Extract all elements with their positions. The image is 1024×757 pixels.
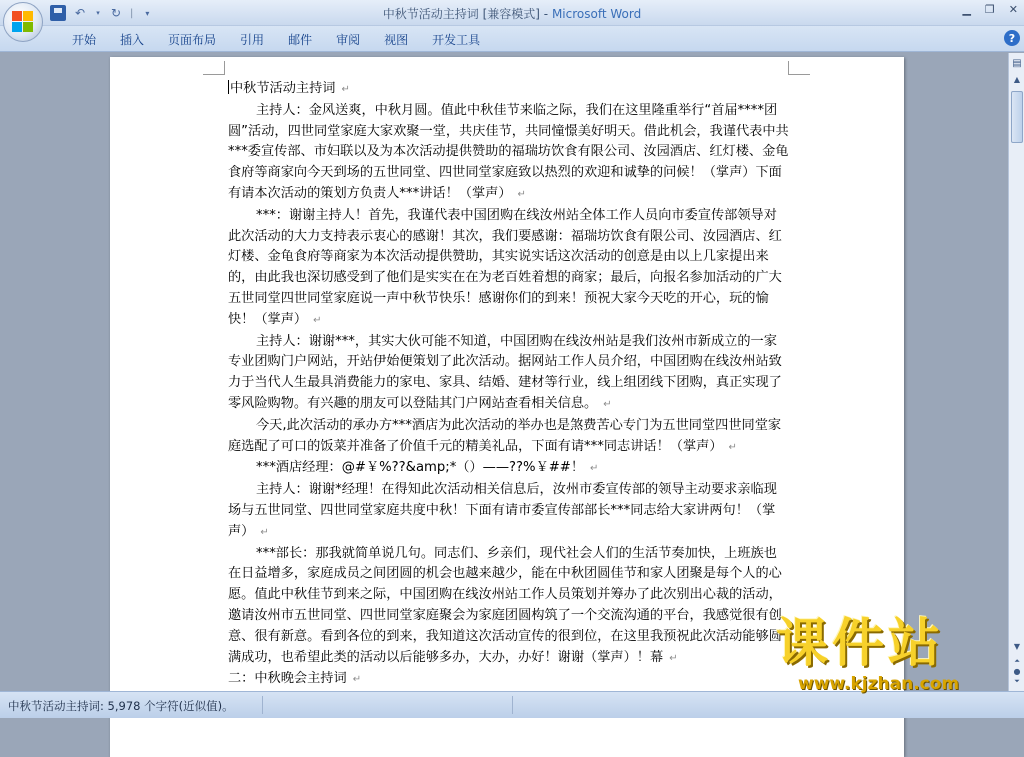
watermark-title: 课件站	[776, 614, 945, 674]
status-divider	[512, 696, 513, 714]
office-logo-icon	[12, 11, 34, 33]
document-paragraph[interactable]	[228, 458, 790, 480]
window-title	[0, 5, 1024, 22]
tab-developer[interactable]: 开发工具	[432, 33, 481, 47]
next-page-icon[interactable]: ⏷	[1014, 677, 1020, 685]
document-paragraph[interactable]	[228, 206, 790, 332]
customize-toolbar-icon[interactable]: ▾	[145, 8, 150, 18]
close-icon[interactable]: ✕	[1008, 3, 1018, 16]
paragraph-mark-icon: ↵	[728, 441, 737, 453]
scroll-up-icon[interactable]: ▲	[1013, 74, 1021, 84]
paragraph-mark-icon: ↵	[590, 463, 599, 475]
select-browse-object-icon[interactable]: ●	[1013, 667, 1021, 676]
chevron-down-icon[interactable]: ▾	[96, 9, 100, 17]
undo-icon[interactable]: ↶	[74, 6, 86, 20]
document-paragraph[interactable]	[228, 332, 790, 416]
tab-review[interactable]: 审阅	[336, 33, 361, 47]
crop-mark-top-left	[203, 61, 225, 75]
ruler-toggle-icon[interactable]: ▤	[1012, 57, 1022, 69]
office-button[interactable]	[3, 2, 43, 42]
document-paragraph[interactable]	[228, 480, 790, 543]
title-bar	[0, 0, 1024, 26]
tab-page-layout[interactable]: 页面布局	[168, 33, 217, 47]
paragraph-text: ***：谢谢主持人！首先，我谨代表中国团购在线汝州站全体工作人员向市委宣传部领导对此次活动的大力支持表示衷心的感谢！其次，我们要感谢：福瑞坊饮食有限公司、汝园酒店、红灯楼、金龟食府等商家为本次活动提供赞助，其实说实话这次活动的创意是由以上几家提出来的，由此我也深切感受到了他们是实实在在为老百姓着想的商家；最后，向报名参加活动的广大五世同堂四世同堂家庭说一声中秋节快乐！感谢你们的到来！预祝大家今天吃的开心，玩的愉快！（掌声）	[228, 207, 782, 327]
tab-insert[interactable]: 插入	[120, 33, 145, 47]
watermark-logo	[772, 614, 1012, 694]
status-word-count[interactable]: 中秋节活动主持词: 5,978 个字符(近似值)。	[8, 699, 234, 713]
document-body[interactable]	[228, 79, 790, 713]
document-paragraph[interactable]	[228, 79, 790, 101]
paragraph-mark-icon: ↵	[669, 652, 678, 664]
redo-icon[interactable]: ↻	[110, 6, 122, 20]
app-name: Microsoft Word	[551, 7, 642, 21]
paragraph-mark-icon: ↵	[352, 674, 362, 686]
title-separator: -	[539, 7, 552, 21]
document-area[interactable]	[0, 53, 1008, 691]
help-icon[interactable]: ?	[1004, 30, 1020, 46]
document-paragraph[interactable]	[228, 544, 790, 670]
document-paragraph[interactable]	[228, 416, 790, 459]
previous-page-icon[interactable]: ⏶	[1014, 657, 1020, 665]
paragraph-text: 中秋节活动主持词	[230, 81, 336, 96]
paragraph-mark-icon: ↵	[313, 314, 322, 326]
paragraph-mark-icon: ↵	[260, 526, 269, 538]
toolbar-divider: |	[130, 7, 134, 19]
ribbon-tabs	[60, 31, 492, 48]
document-paragraph[interactable]	[228, 669, 790, 691]
paragraph-text: 主持人：金风送爽，中秋月圆。值此中秋佳节来临之际，我们在这里隆重举行“首届****团圆”活动，四世同堂家庭大家欢聚一堂，共庆佳节，共同憧憬美好明天。借此机会，我谨代表中共***委宣传部、市妇联以及为本次活动提供赞助的福瑞坊饮食有限公司、汝园酒店、红灯楼、金龟食府等商家向今天到场的五世同堂、四世同堂家庭致以热烈的欢迎和诚挚的问候！（掌声）下面有请本次活动的策划方负责人***讲话！（掌声）	[228, 102, 789, 201]
window-controls	[962, 3, 1018, 16]
paragraph-text: 今天,此次活动的承办方***酒店为此次活动的举办也是煞费苦心专门为五世同堂四世同堂家庭选配了可口的饭菜并准备了价值千元的精美礼品，下面有请***同志讲话！（掌声）	[228, 417, 782, 454]
minimize-icon[interactable]: ▁	[962, 3, 971, 16]
crop-mark-top-right	[788, 61, 810, 75]
paragraph-text: 主持人：谢谢*经理！在得知此次活动相关信息后，汝州市委宣传部的领导主动要求亲临现场与五世同堂、四世同堂家庭共度中秋！下面有请市委宣传部部长***同志给大家讲两句！（掌声）	[228, 482, 777, 539]
ribbon	[0, 26, 1024, 52]
status-bar	[0, 691, 1024, 718]
paragraph-text: 主持人：谢谢***，其实大伙可能不知道，中国团购在线汝州站是我们汝州市新成立的一家专业团购门户网站，开站伊始便策划了此次活动。据网站工作人员介绍，中国团购在线汝州站致力于当代人生最具消费能力的家电、家具、结婚、建材等行业，线上组团线下团购，真正实现了零风险购物。有兴趣的朋友可以登陆其门户网站查看相关信息。	[228, 333, 782, 411]
tab-home[interactable]: 开始	[72, 33, 97, 47]
paragraph-mark-icon: ↵	[517, 188, 526, 200]
status-divider	[262, 696, 263, 714]
paragraph-text: ***部长：那我就简单说几句。同志们、乡亲们，现代社会人们的生活节奏加快，上班族也在日益增多，家庭成员之间团圆的机会也越来越少，能在中秋团圆佳节和家人团聚是每个人的心愿。值此中秋佳节到来之际，中国团购在线汝州站工作人员策划并筹办了此次别出心裁的活动，邀请汝州市五世同堂、四世同堂家庭聚会为家庭团圆构筑了一个交流沟通的平台，我感觉很有创意、很有新意。看到各位的到来，我知道这次活动宣传的很到位，在这里我预祝此次活动能够圆满成功，也希望此类的活动以后能够多办，大办，办好！谢谢（掌声）！幕	[228, 545, 782, 665]
paragraph-mark-icon: ↵	[341, 84, 350, 95]
paragraph-text: ***酒店经理：@#￥%??&amp;*（）——??%￥##！	[256, 460, 585, 476]
paragraph-text: 二：中秋晚会主持词	[228, 671, 347, 687]
scroll-down-icon[interactable]: ▼	[1013, 641, 1021, 651]
text-cursor	[228, 80, 229, 94]
document-paragraph[interactable]	[228, 101, 790, 206]
restore-icon[interactable]: ❐	[984, 3, 995, 16]
watermark-url: www.kjzhan.com	[798, 674, 960, 694]
scroll-thumb[interactable]	[1011, 91, 1023, 143]
vertical-scrollbar[interactable]	[1008, 53, 1024, 691]
tab-references[interactable]: 引用	[240, 33, 265, 47]
tab-mailings[interactable]: 邮件	[288, 33, 313, 47]
tab-view[interactable]: 视图	[384, 33, 409, 47]
paragraph-mark-icon: ↵	[603, 398, 612, 410]
document-title: 中秋节活动主持词 [兼容模式]	[382, 7, 540, 21]
